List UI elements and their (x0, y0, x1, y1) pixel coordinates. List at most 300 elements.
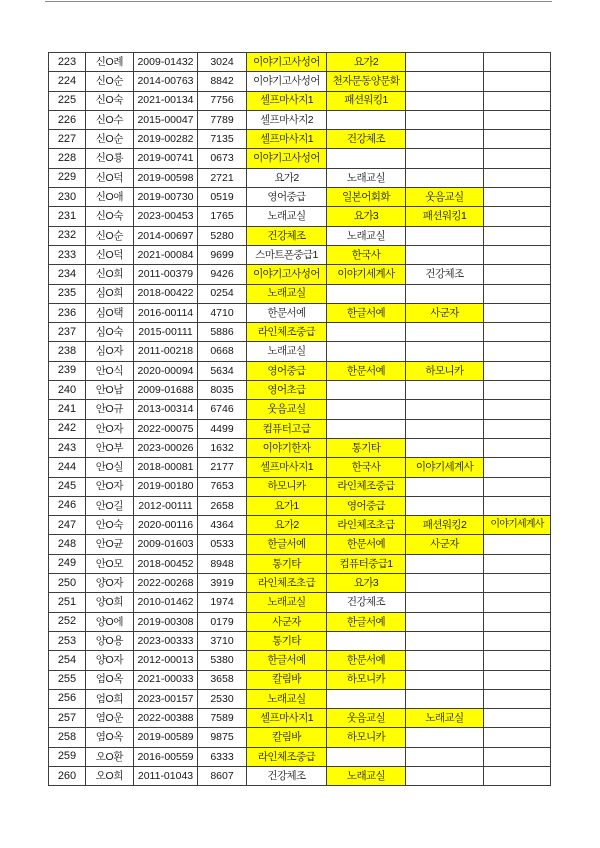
course-cell-3 (406, 130, 484, 149)
table-row (49, 709, 551, 728)
course-cell-1: 셀프마사지1 (247, 709, 327, 728)
course-cell-3: 패션워킹1 (406, 207, 484, 226)
row-number-cell: 248 (49, 535, 86, 554)
member-name-cell: 안O모 (86, 555, 134, 574)
row-number-cell: 260 (49, 767, 86, 786)
member-name-cell: 안O자 (86, 420, 134, 439)
row-number-cell: 236 (49, 304, 86, 323)
member-code-cell: 7789 (198, 111, 247, 130)
course-cell-1: 이야기고사성어 (247, 72, 327, 91)
member-id-cell: 2009-01432 (134, 53, 198, 72)
course-cell-3 (406, 285, 484, 304)
table-row (49, 748, 551, 767)
course-cell-2: 노래교실 (327, 767, 406, 786)
course-cell-2: 건강체조 (327, 130, 406, 149)
member-code-cell: 5634 (198, 362, 247, 381)
course-cell-1: 라인체조초급 (247, 574, 327, 593)
course-cell-4 (484, 285, 551, 304)
row-number-cell: 233 (49, 246, 86, 265)
course-cell-2 (327, 323, 406, 342)
row-number-cell: 225 (49, 92, 86, 111)
row-number-cell: 223 (49, 53, 86, 72)
member-id-cell: 2012-00013 (134, 651, 198, 670)
course-cell-2: 통기타 (327, 439, 406, 458)
course-cell-4 (484, 304, 551, 323)
course-cell-2: 이야기세계사 (327, 265, 406, 284)
member-code-cell: 7653 (198, 478, 247, 497)
course-cell-4 (484, 227, 551, 246)
member-id-cell: 2022-00268 (134, 574, 198, 593)
member-name-cell: 안O숙 (86, 516, 134, 535)
table-row (49, 342, 551, 361)
member-name-cell: 심O희 (86, 285, 134, 304)
course-cell-3: 이야기세계사 (406, 458, 484, 477)
course-cell-4 (484, 72, 551, 91)
member-id-cell: 2015-00111 (134, 323, 198, 342)
course-cell-3 (406, 246, 484, 265)
member-name-cell: 안O부 (86, 439, 134, 458)
row-number-cell: 230 (49, 188, 86, 207)
course-cell-4 (484, 555, 551, 574)
course-cell-2: 건강체조 (327, 593, 406, 612)
member-name-cell: 신O애 (86, 188, 134, 207)
member-name-cell: 양O희 (86, 593, 134, 612)
member-code-cell: 0519 (198, 188, 247, 207)
course-cell-1: 영어중급 (247, 362, 327, 381)
member-id-cell: 2016-00559 (134, 748, 198, 767)
course-cell-3 (406, 92, 484, 111)
row-number-cell: 243 (49, 439, 86, 458)
member-code-cell: 4364 (198, 516, 247, 535)
member-name-cell: 안O실 (86, 458, 134, 477)
member-id-cell: 2011-00379 (134, 265, 198, 284)
member-name-cell: 양O자 (86, 651, 134, 670)
table-row (49, 478, 551, 497)
member-name-cell: 심O자 (86, 342, 134, 361)
row-number-cell: 226 (49, 111, 86, 130)
member-id-cell: 2023-00453 (134, 207, 198, 226)
course-cell-4 (484, 709, 551, 728)
member-code-cell: 6746 (198, 400, 247, 419)
course-cell-4 (484, 381, 551, 400)
page-break-cut-line (45, 1, 552, 2)
course-cell-3 (406, 593, 484, 612)
row-number-cell: 257 (49, 709, 86, 728)
course-cell-1: 요가1 (247, 497, 327, 516)
row-number-cell: 255 (49, 671, 86, 690)
member-code-cell: 2530 (198, 690, 247, 709)
member-name-cell: 신O룡 (86, 149, 134, 168)
course-cell-1: 통기타 (247, 555, 327, 574)
course-cell-1: 한글서예 (247, 651, 327, 670)
course-cell-2: 노래교실 (327, 227, 406, 246)
row-number-cell: 250 (49, 574, 86, 593)
table-row (49, 728, 551, 747)
course-cell-4 (484, 265, 551, 284)
member-id-cell: 2011-00218 (134, 342, 198, 361)
course-cell-3: 건강체조 (406, 265, 484, 284)
member-code-cell: 0179 (198, 613, 247, 632)
course-cell-1: 사군자 (247, 613, 327, 632)
member-id-cell: 2021-00033 (134, 671, 198, 690)
member-id-cell: 2023-00333 (134, 632, 198, 651)
member-name-cell: 신O숙 (86, 207, 134, 226)
course-cell-1: 이야기고사성어 (247, 265, 327, 284)
course-cell-4 (484, 497, 551, 516)
course-cell-3 (406, 671, 484, 690)
course-cell-4 (484, 92, 551, 111)
course-cell-2: 요가3 (327, 207, 406, 226)
member-name-cell: 안O남 (86, 381, 134, 400)
member-id-cell: 2022-00388 (134, 709, 198, 728)
course-cell-4 (484, 149, 551, 168)
course-cell-1: 노래교실 (247, 285, 327, 304)
course-cell-3 (406, 555, 484, 574)
row-number-cell: 224 (49, 72, 86, 91)
course-cell-4 (484, 169, 551, 188)
table-row (49, 285, 551, 304)
course-cell-4 (484, 651, 551, 670)
member-id-cell: 2020-00094 (134, 362, 198, 381)
row-number-cell: 235 (49, 285, 86, 304)
course-cell-3 (406, 439, 484, 458)
table-row (49, 632, 551, 651)
course-cell-2: 천자문동양문화 (327, 72, 406, 91)
course-cell-2: 한문서예 (327, 651, 406, 670)
member-id-cell: 2019-00589 (134, 728, 198, 747)
course-cell-1: 건강체조 (247, 227, 327, 246)
course-cell-2: 하모니카 (327, 728, 406, 747)
course-cell-3: 노래교실 (406, 709, 484, 728)
course-cell-1: 통기타 (247, 632, 327, 651)
member-id-cell: 2020-00116 (134, 516, 198, 535)
table-row (49, 535, 551, 554)
course-cell-1: 라인체조중급 (247, 748, 327, 767)
course-cell-2: 컴퓨터중급1 (327, 555, 406, 574)
course-cell-4 (484, 593, 551, 612)
course-cell-1: 컴퓨터고급 (247, 420, 327, 439)
course-cell-4 (484, 246, 551, 265)
course-cell-3 (406, 342, 484, 361)
row-number-cell: 234 (49, 265, 86, 284)
member-code-cell: 1974 (198, 593, 247, 612)
member-id-cell: 2018-00422 (134, 285, 198, 304)
course-cell-1: 요가2 (247, 516, 327, 535)
member-id-cell: 2018-00452 (134, 555, 198, 574)
table-row (49, 323, 551, 342)
course-cell-3: 웃음교실 (406, 188, 484, 207)
member-code-cell: 2658 (198, 497, 247, 516)
table-row (49, 497, 551, 516)
member-code-cell: 4499 (198, 420, 247, 439)
row-number-cell: 259 (49, 748, 86, 767)
course-cell-3 (406, 497, 484, 516)
table-row (49, 593, 551, 612)
table-row (49, 458, 551, 477)
table-row (49, 72, 551, 91)
course-cell-4 (484, 323, 551, 342)
course-cell-4 (484, 767, 551, 786)
course-cell-4 (484, 613, 551, 632)
member-id-cell: 2009-01688 (134, 381, 198, 400)
member-id-cell: 2010-01462 (134, 593, 198, 612)
course-cell-1: 노래교실 (247, 207, 327, 226)
course-cell-3: 사군자 (406, 304, 484, 323)
course-cell-4 (484, 535, 551, 554)
row-number-cell: 249 (49, 555, 86, 574)
course-cell-1: 한문서예 (247, 304, 327, 323)
member-code-cell: 4710 (198, 304, 247, 323)
course-cell-1: 스마트폰중급1 (247, 246, 327, 265)
course-cell-3 (406, 651, 484, 670)
course-cell-3 (406, 574, 484, 593)
course-cell-4 (484, 671, 551, 690)
member-name-cell: 심O택 (86, 304, 134, 323)
course-cell-1: 노래교실 (247, 690, 327, 709)
course-cell-4 (484, 728, 551, 747)
member-name-cell: 심O숙 (86, 323, 134, 342)
member-name-cell: 안O규 (86, 400, 134, 419)
table-row (49, 304, 551, 323)
course-cell-4: 이야기세계사 (484, 516, 551, 535)
course-cell-3: 하모니카 (406, 362, 484, 381)
member-code-cell: 6333 (198, 748, 247, 767)
course-cell-4 (484, 362, 551, 381)
course-cell-2 (327, 632, 406, 651)
member-id-cell: 2013-00314 (134, 400, 198, 419)
member-code-cell: 3024 (198, 53, 247, 72)
member-code-cell: 9699 (198, 246, 247, 265)
table-row (49, 400, 551, 419)
member-id-cell: 2014-00697 (134, 227, 198, 246)
course-cell-2: 라인체조초급 (327, 516, 406, 535)
member-name-cell: 신O희 (86, 265, 134, 284)
table-row (49, 690, 551, 709)
member-name-cell: 신O숙 (86, 92, 134, 111)
member-id-cell: 2023-00026 (134, 439, 198, 458)
course-cell-1: 웃음교실 (247, 400, 327, 419)
course-cell-1: 요가2 (247, 169, 327, 188)
row-number-cell: 246 (49, 497, 86, 516)
member-code-cell: 2721 (198, 169, 247, 188)
course-cell-1: 라인체조중급 (247, 323, 327, 342)
course-cell-1: 하모니카 (247, 478, 327, 497)
course-cell-3 (406, 53, 484, 72)
course-cell-1: 셀프마사지2 (247, 111, 327, 130)
course-cell-1: 칼림바 (247, 671, 327, 690)
member-code-cell: 3919 (198, 574, 247, 593)
course-cell-2: 한문서예 (327, 535, 406, 554)
row-number-cell: 241 (49, 400, 86, 419)
course-cell-3 (406, 400, 484, 419)
course-cell-1: 한글서예 (247, 535, 327, 554)
course-cell-4 (484, 207, 551, 226)
course-cell-2: 영어중급 (327, 497, 406, 516)
member-name-cell: 안O길 (86, 497, 134, 516)
course-cell-2: 일본어회화 (327, 188, 406, 207)
table-row (49, 381, 551, 400)
course-cell-1: 건강체조 (247, 767, 327, 786)
course-cell-3: 패션워킹2 (406, 516, 484, 535)
course-cell-3 (406, 149, 484, 168)
row-number-cell: 227 (49, 130, 86, 149)
course-cell-1: 이야기고사성어 (247, 149, 327, 168)
row-number-cell: 237 (49, 323, 86, 342)
member-id-cell: 2009-01603 (134, 535, 198, 554)
member-id-cell: 2012-00111 (134, 497, 198, 516)
course-cell-2: 한국사 (327, 458, 406, 477)
member-name-cell: 신O수 (86, 111, 134, 130)
member-name-cell: 안O자 (86, 478, 134, 497)
member-name-cell: 안O식 (86, 362, 134, 381)
row-number-cell: 254 (49, 651, 86, 670)
course-cell-4 (484, 342, 551, 361)
course-cell-2 (327, 342, 406, 361)
course-cell-2: 웃음교실 (327, 709, 406, 728)
member-code-cell: 3658 (198, 671, 247, 690)
course-cell-4 (484, 478, 551, 497)
course-cell-3 (406, 767, 484, 786)
row-number-cell: 239 (49, 362, 86, 381)
table-row (49, 169, 551, 188)
course-cell-1: 이야기고사성어 (247, 53, 327, 72)
member-name-cell: 엄O희 (86, 690, 134, 709)
member-name-cell: 신O순 (86, 227, 134, 246)
course-cell-2 (327, 381, 406, 400)
member-name-cell: 신O순 (86, 72, 134, 91)
member-code-cell: 2177 (198, 458, 247, 477)
member-id-cell: 2019-00282 (134, 130, 198, 149)
course-cell-1: 영어초급 (247, 381, 327, 400)
course-cell-2: 노래교실 (327, 169, 406, 188)
course-cell-3 (406, 632, 484, 651)
member-id-cell: 2019-00598 (134, 169, 198, 188)
member-id-cell: 2023-00157 (134, 690, 198, 709)
row-number-cell: 229 (49, 169, 86, 188)
row-number-cell: 240 (49, 381, 86, 400)
course-cell-2: 한국사 (327, 246, 406, 265)
course-cell-1: 이야기한자 (247, 439, 327, 458)
course-cell-1: 셀프마사지1 (247, 458, 327, 477)
member-code-cell: 8607 (198, 767, 247, 786)
table-row (49, 207, 551, 226)
member-id-cell: 2011-01043 (134, 767, 198, 786)
member-code-cell: 0668 (198, 342, 247, 361)
row-number-cell: 253 (49, 632, 86, 651)
member-code-cell: 8842 (198, 72, 247, 91)
course-cell-3 (406, 111, 484, 130)
member-code-cell: 0254 (198, 285, 247, 304)
course-cell-3 (406, 227, 484, 246)
course-cell-4 (484, 439, 551, 458)
row-number-cell: 251 (49, 593, 86, 612)
table-row (49, 130, 551, 149)
table-row (49, 574, 551, 593)
member-name-cell: 염O운 (86, 709, 134, 728)
row-number-cell: 242 (49, 420, 86, 439)
table-row (49, 53, 551, 72)
course-cell-2 (327, 400, 406, 419)
course-cell-3 (406, 381, 484, 400)
course-cell-4 (484, 53, 551, 72)
member-code-cell: 7589 (198, 709, 247, 728)
course-cell-2: 한문서예 (327, 362, 406, 381)
row-number-cell: 232 (49, 227, 86, 246)
member-code-cell: 8035 (198, 381, 247, 400)
course-cell-2 (327, 285, 406, 304)
member-code-cell: 9426 (198, 265, 247, 284)
course-cell-3 (406, 169, 484, 188)
course-cell-4 (484, 400, 551, 419)
course-cell-1: 영어중급 (247, 188, 327, 207)
member-id-cell: 2021-00134 (134, 92, 198, 111)
member-code-cell: 5280 (198, 227, 247, 246)
course-cell-3 (406, 478, 484, 497)
course-cell-4 (484, 632, 551, 651)
course-cell-4 (484, 111, 551, 130)
member-id-cell: 2019-00308 (134, 613, 198, 632)
member-id-cell: 2019-00741 (134, 149, 198, 168)
table-row (49, 111, 551, 130)
member-code-cell: 8948 (198, 555, 247, 574)
course-cell-3 (406, 613, 484, 632)
course-cell-2 (327, 149, 406, 168)
course-cell-4 (484, 690, 551, 709)
course-cell-1: 셀프마사지1 (247, 130, 327, 149)
row-number-cell: 252 (49, 613, 86, 632)
course-cell-2: 한글서예 (327, 613, 406, 632)
member-name-cell: 양O자 (86, 574, 134, 593)
table-row (49, 265, 551, 284)
course-cell-2 (327, 420, 406, 439)
course-cell-4 (484, 420, 551, 439)
table-row (49, 188, 551, 207)
member-code-cell: 5380 (198, 651, 247, 670)
course-cell-2: 하모니카 (327, 671, 406, 690)
member-id-cell: 2022-00075 (134, 420, 198, 439)
table-row (49, 767, 551, 786)
row-number-cell: 228 (49, 149, 86, 168)
table-row (49, 362, 551, 381)
table-row (49, 651, 551, 670)
member-id-cell: 2015-00047 (134, 111, 198, 130)
member-name-cell: 엄O옥 (86, 671, 134, 690)
table-row (49, 516, 551, 535)
course-cell-2: 라인체조중급 (327, 478, 406, 497)
course-cell-2: 요가2 (327, 53, 406, 72)
member-code-cell: 9875 (198, 728, 247, 747)
member-id-cell: 2016-00114 (134, 304, 198, 323)
row-number-cell: 256 (49, 690, 86, 709)
member-code-cell: 0533 (198, 535, 247, 554)
member-name-cell: 신O례 (86, 53, 134, 72)
course-cell-2: 한글서예 (327, 304, 406, 323)
row-number-cell: 238 (49, 342, 86, 361)
member-code-cell: 7756 (198, 92, 247, 111)
course-cell-2: 패션워킹1 (327, 92, 406, 111)
member-name-cell: 염O옥 (86, 728, 134, 747)
row-number-cell: 258 (49, 728, 86, 747)
member-code-cell: 1765 (198, 207, 247, 226)
course-cell-3 (406, 728, 484, 747)
member-name-cell: 오O희 (86, 767, 134, 786)
course-cell-4 (484, 748, 551, 767)
member-name-cell: 양O용 (86, 632, 134, 651)
member-id-cell: 2019-00730 (134, 188, 198, 207)
course-cell-4 (484, 458, 551, 477)
course-cell-1: 셀프마사지1 (247, 92, 327, 111)
table-row (49, 227, 551, 246)
